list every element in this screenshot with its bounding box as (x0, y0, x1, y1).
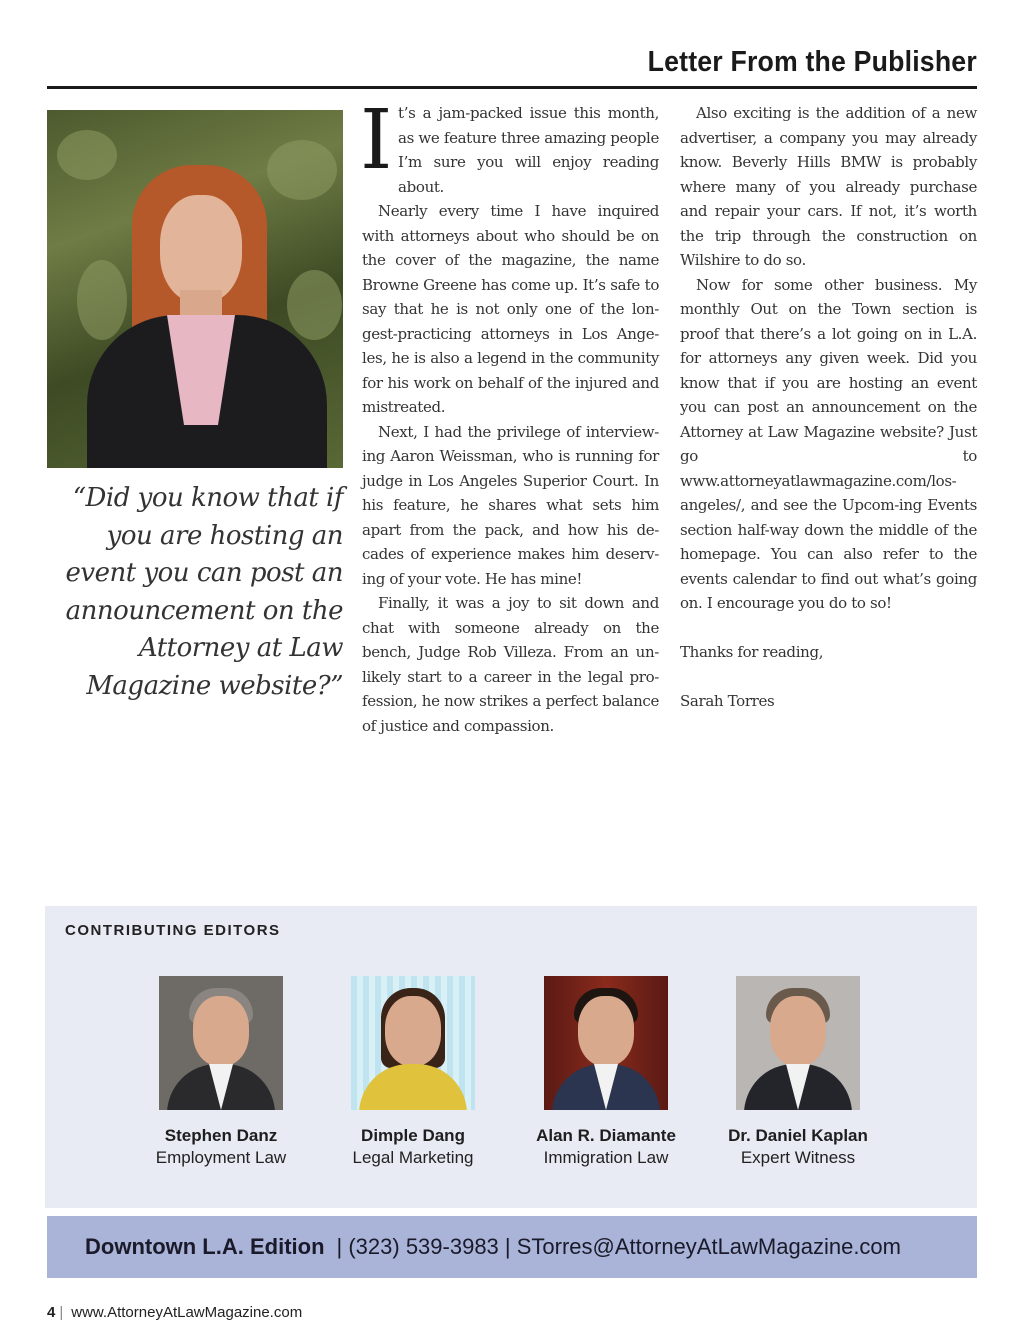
editor-card (126, 976, 316, 1168)
editor-field: Expert Witness (740, 1148, 856, 1167)
editor-field: Immigration Law (543, 1148, 669, 1167)
contributing-editors-title: CONTRIBUTING EDITORS (65, 922, 281, 939)
contributing-editors-box (45, 906, 977, 1208)
editor-name: Alan R. Diamante (536, 1126, 676, 1145)
page-title: Letter From the Publisher (647, 46, 977, 78)
header-rule (47, 86, 977, 89)
editor-name: Dr. Daniel Kaplan (728, 1126, 868, 1145)
pull-quote: “Did you know that if you are hosting an event you can post an announcement on the Attorney at Law Magazine website?” (65, 483, 343, 701)
footer-separator: | (59, 1304, 64, 1321)
edition-label: Downtown L.A. Edition (85, 1234, 325, 1259)
page-footer (47, 1304, 302, 1321)
paragraph: Also exciting is the addition of a new advertiser, a company you may already know. Beverly Hills BMW is probably where many of you already purchase and repair your cars. If not, it’s worth the trip through the construction on Wilshire to do so. (680, 104, 977, 269)
paragraph: Finally, it was a joy to sit down and chat with someone already on the bench, Judge Rob Villeza. From an un-likely start to a career in the legal pro-fession, he now strikes a perfect balance of justice and compassion. (362, 594, 659, 735)
paragraph: Nearly every time I have inquired with attorneys about who should be on the cover of the magazine, the name Browne Greene has come up. It’s safe to say that he is not only one of the lon-gest-practicing attorneys in Los Ange-les, he is also a legend in the community for his work on behalf of the injured and mistreated. (362, 202, 659, 416)
page-number: 4 (47, 1304, 56, 1321)
editor-photo (159, 976, 283, 1110)
editor-name: Stephen Danz (164, 1126, 278, 1145)
editor-photo (736, 976, 860, 1110)
paragraph: It’s a jam-packed issue this month, as we feature three amazing people I’m sure you will enjoy reading about. (360, 93, 659, 196)
drop-cap: I (360, 93, 393, 188)
footer-url[interactable]: www.AttorneyAtLawMagazine.com (71, 1304, 303, 1321)
editor-field: Legal Marketing (352, 1148, 474, 1167)
closing: Thanks for reading, (680, 643, 824, 661)
editor-card (318, 976, 508, 1168)
signature: Sarah Torres (680, 692, 775, 710)
paragraph: Next, I had the privilege of interview-ing Aaron Weissman, who is running for judge in Los Angeles Superior Court. In his feature, he shares what sets him apart from the pack, and how his de-cades of experience makes him deserv-ing of your vote. He has mine! (362, 422, 659, 588)
editor-card (511, 976, 701, 1168)
editor-photo (544, 976, 668, 1110)
publisher-photo (47, 110, 343, 468)
paragraph: Now for some other business. My monthly Out on the Town section is proof that there’s a lot going on in L.A. for attorneys any given week. Did you know that if you are hosting an event you can post an announcement on the Attorney at Law Magazine website? Just go to www.attorneyatlawmagazine.com/los-angeles/, and see the Upcom-ing Events section half-way down the middle of the homepage. You can also refer to the events calendar to find out what’s going on. I encourage you do to so! (680, 275, 977, 612)
edition-banner (47, 1216, 977, 1278)
letter-column-2 (680, 101, 977, 714)
editor-photo (351, 976, 475, 1110)
contact-info: | (323) 539-3983 | STorres@AttorneyAtLawMagazine.com (336, 1234, 901, 1259)
editor-field: Employment Law (155, 1148, 287, 1167)
editor-name: Dimple Dang (361, 1126, 465, 1145)
letter-column-1 (360, 93, 659, 738)
editor-card (703, 976, 893, 1168)
